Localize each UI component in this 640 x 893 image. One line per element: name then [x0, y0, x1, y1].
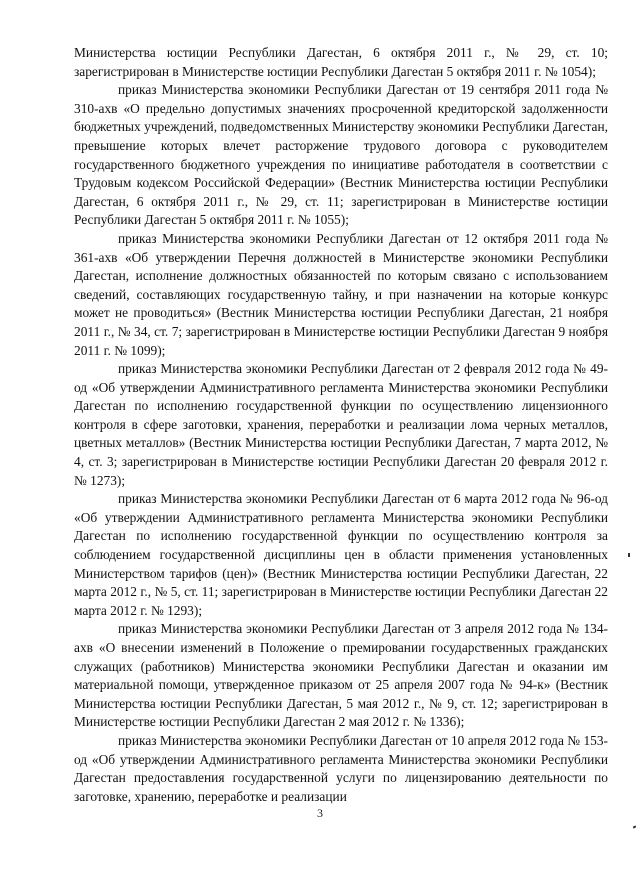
paragraph-7: приказ Министерства экономики Республики Дагестан от 10 апреля 2012 года № 153-од «Об утверждении Административного регламента Министерства экономики Республики Дагестан предоставления государственной услуги по лицензированию деятельности по заготовке, хранению, переработке и реализации: [74, 732, 608, 804]
paragraph-5: приказ Министерства экономики Республики Дагестан от 6 марта 2012 года № 96-од «Об утверждении Административного регламента Министерства экономики Республики Дагестан по исполнению государственной функции по осуществлению контроля за соблюдением государственной дисциплины цен в области применения установленных Министерством тарифов (цен)» (Вестник Министерства юстиции Республики Дагестан, 22 марта 2012 г., № 5, ст. 11; зарегистрирован в Министерстве юстиции Республики Дагестан 22 марта 2012 г. № 1293);: [74, 491, 608, 618]
paragraph-3: приказ Министерства экономики Республики Дагестан от 12 октября 2011 года № 361-ахв «Об утверждении Перечня должностей в Министерстве экономики Республики Дагестан, исполнение должностных обязанностей по которым связано с использованием сведений, составляющих государственную тайну, и при назначении на которые конкурс может не проводиться» (Вестник Министерства юстиции Республики Дагестан, 21 ноября 2011 г., № 34, ст. 7; зарегистрирован в Министерстве юстиции Республики Дагестан 9 ноября 2011 г. № 1099);: [74, 230, 608, 358]
scan-speck: [633, 825, 637, 828]
paragraph-2: приказ Министерства экономики Республики Дагестан от 19 сентября 2011 года № 310-ахв «О предельно допустимых значениях просроченной кредиторской задолженности бюджетных учреждений, подведомственных Министерству экономики Республики Дагестан, превышение которых влечет расторжение трудового договора с руководителем государственного бюджетного учреждения по инициативе работодателя в соответствии с Трудовым кодексом Российской Федерации» (Вестник Министерства юстиции Республики Дагестан, 6 октября 2011 г., № 29, ст. 11; зарегистрирован в Министерстве юстиции Республики Дагестан 5 октября 2011 г. № 1055);: [74, 82, 608, 228]
document-body: [74, 44, 608, 806]
scan-speck: [628, 553, 630, 557]
page-number: 3: [317, 806, 323, 820]
paragraph-1: Министерства юстиции Республики Дагестан, 6 октября 2011 г., № 29, ст. 10; зарегистрирован в Министерстве юстиции Республики Дагестан 5 октября 2011 г. № 1054);: [74, 45, 608, 79]
paragraph-6: приказ Министерства экономики Республики Дагестан от 3 апреля 2012 года № 134-ахв «О внесении изменений в Положение о премировании государственных гражданских служащих (работников) Министерства экономики Республики Дагестан и оказании им материальной помощи, утвержденное приказом от 25 апреля 2007 года № 94-к» (Вестник Министерства юстиции Республики Дагестан, 5 мая 2012 г., № 9, ст. 12; зарегистрирован в Министерстве юстиции Республики Дагестан 2 мая 2012 г. № 1336);: [74, 621, 608, 730]
paragraph-4: приказ Министерства экономики Республики Дагестан от 2 февраля 2012 года № 49-од «Об утверждении Административного регламента Министерства экономики Республики Дагестан по исполнению государственной функции по осуществлению лицензионного контроля в сфере заготовки, хранения, переработки и реализации лома черных металлов, цветных металлов» (Вестник Министерства юстиции Республики Дагестан, 7 марта 2012, № 4, ст. 3; зарегистрирован в Министерстве юстиции Республики Дагестан 20 февраля 2012 г. № 1273);: [74, 361, 608, 488]
